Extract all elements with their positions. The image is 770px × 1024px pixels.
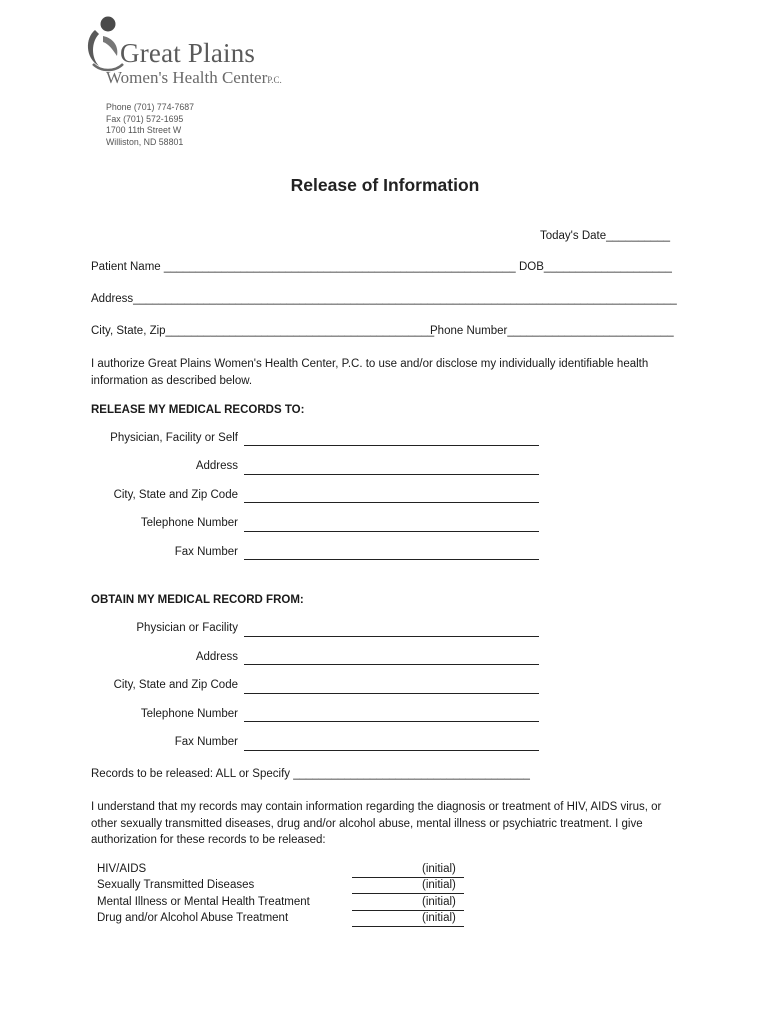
logo-subtitle <box>106 68 282 88</box>
contact-block <box>106 102 194 148</box>
release-physician-input[interactable] <box>244 445 539 446</box>
contact-street: 1700 11th Street W <box>106 125 182 136</box>
release-label-city: City, State and Zip Code <box>113 489 238 501</box>
release-label-fax: Fax Number <box>174 546 238 558</box>
release-heading: RELEASE MY MEDICAL RECORDS TO: <box>91 404 305 416</box>
address-field[interactable]: Address_____________________________________________________________________________________ <box>91 293 677 305</box>
obtain-label-address: Address <box>195 651 238 663</box>
auth-initial-mental: (initial) <box>422 896 456 908</box>
release-label-telephone: Telephone Number <box>140 517 238 529</box>
obtain-telephone-input[interactable] <box>244 721 539 722</box>
release-fax-input[interactable] <box>244 559 539 560</box>
contact-phone: Phone (701) 774-7687 <box>106 102 195 112</box>
auth-initial-line-hiv[interactable] <box>352 877 464 878</box>
obtain-label-telephone: Telephone Number <box>140 708 238 720</box>
records-to-release-field[interactable]: Records to be released: ALL or Specify _____________________________________ <box>91 768 530 780</box>
auth-initial-line-mental[interactable] <box>352 910 464 911</box>
auth-label-hiv: HIV/AIDS <box>97 863 147 875</box>
obtain-heading: OBTAIN MY MEDICAL RECORD FROM: <box>91 594 304 606</box>
release-label-address: Address <box>195 460 238 472</box>
auth-initial-line-drug[interactable] <box>352 926 464 927</box>
logo-name: Great Plains <box>120 38 256 68</box>
understand-paragraph: I understand that my records may contain information regarding the diagnosis or treatment of HIV, AIDS virus, or other sexually transmitted diseases, drug and/or alcohol abuse, mental illness or psychiatric treatment. I give authorization for these records to be released: <box>91 801 662 846</box>
obtain-label-fax: Fax Number <box>174 736 238 748</box>
auth-initial-line-std[interactable] <box>352 893 464 894</box>
logo-subtitle-text: Women's Health Center <box>106 68 268 87</box>
obtain-label-city: City, State and Zip Code <box>113 679 238 691</box>
contact-fax: Fax (701) 572-1695 <box>106 113 184 124</box>
auth-initial-drug: (initial) <box>422 912 456 924</box>
auth-label-std: Sexually Transmitted Diseases <box>97 879 255 891</box>
obtain-city-input[interactable] <box>244 693 539 694</box>
release-telephone-input[interactable] <box>244 531 539 532</box>
patient-name-field[interactable]: Patient Name _______________________________________________________ <box>91 261 516 273</box>
logo-pc: P.C. <box>267 75 282 85</box>
phone-number-field[interactable]: Phone Number__________________________ <box>430 325 674 337</box>
auth-label-drug: Drug and/or Alcohol Abuse Treatment <box>97 912 289 924</box>
release-city-input[interactable] <box>244 502 539 503</box>
todays-date-field[interactable]: Today's Date__________ <box>540 230 671 242</box>
obtain-label-physician: Physician or Facility <box>136 622 238 634</box>
obtain-fax-input[interactable] <box>244 750 539 751</box>
auth-initial-hiv: (initial) <box>422 863 456 875</box>
contact-city: Williston, ND 58801 <box>106 136 184 147</box>
obtain-physician-input[interactable] <box>244 636 539 637</box>
auth-label-mental: Mental Illness or Mental Health Treatment <box>97 896 310 908</box>
page-title: Release of Information <box>290 175 480 195</box>
auth-initial-std: (initial) <box>422 879 456 891</box>
release-address-input[interactable] <box>244 474 539 475</box>
authorize-paragraph: I authorize Great Plains Women's Health Center, P.C. to use and/or disclose my individually identifiable health information as described below. <box>91 358 649 387</box>
dob-field[interactable]: DOB____________________ <box>519 261 672 273</box>
obtain-address-input[interactable] <box>244 664 539 665</box>
city-state-zip-field[interactable]: City, State, Zip__________________________________________ <box>91 325 435 337</box>
release-label-physician: Physician, Facility or Self <box>110 432 238 444</box>
